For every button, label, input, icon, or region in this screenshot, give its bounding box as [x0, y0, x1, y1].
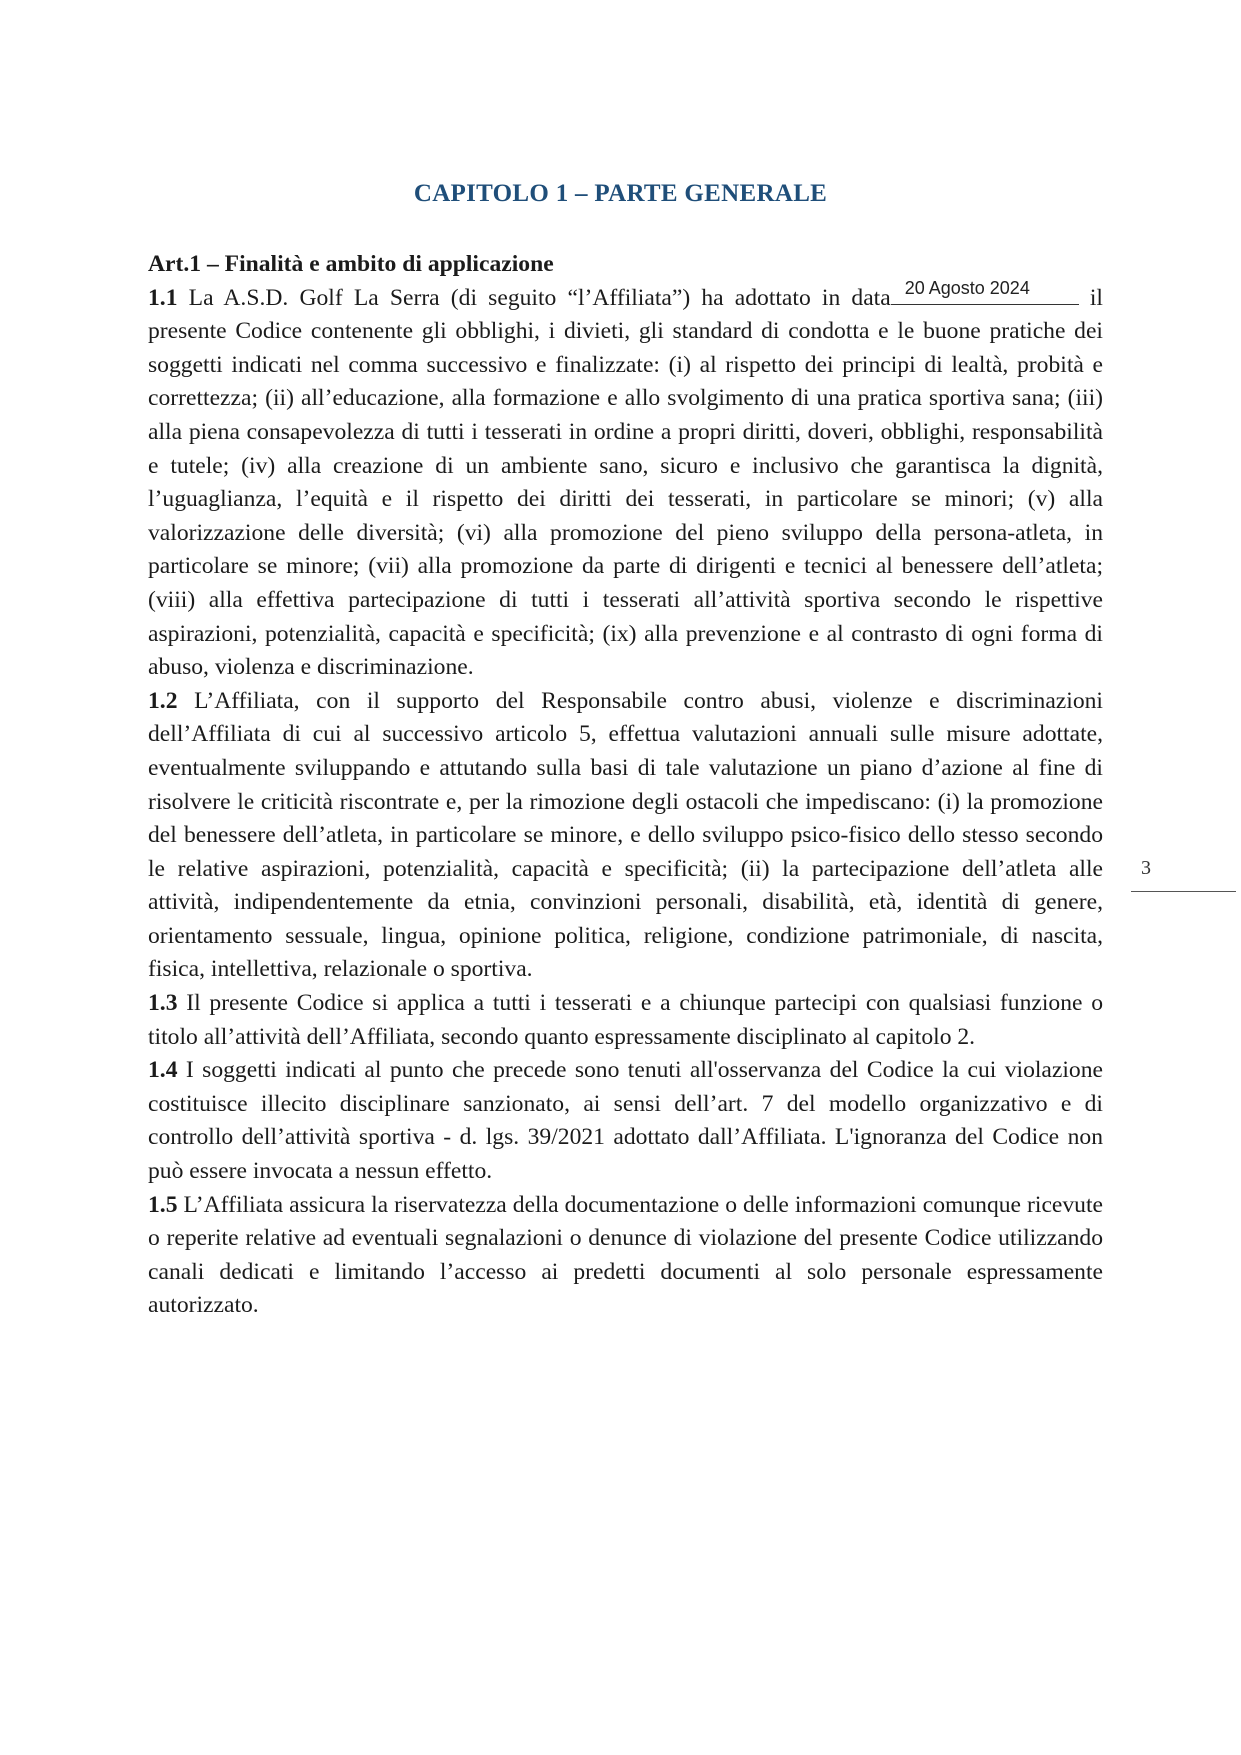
paragraph-number: 1.2: [148, 687, 178, 714]
paragraph-number: 1.3: [148, 990, 178, 1017]
paragraph-text: Il presente Codice si applica a tutti i tesserati e a chiunque partecipi con qualsiasi funzione o titolo all’attività dell’Affiliata, secondo quanto espressamente disciplinato al capitolo 2.: [148, 990, 1104, 1050]
paragraph-text: L’Affiliata, con il supporto del Responsabile contro abusi, violenze e discriminazioni dell’Affiliata di cui al successivo articolo 5, effettua valutazioni annuali sulle misure adottate, eventualmente sviluppando e attutando sulla basi di tale valutazione un piano d’azione al fine di risolvere le criticità riscontrate e, per la rimozione degli ostacoli che impediscano: (i) la promozione del benessere dell’atleta, in particolare se minore, e dello sviluppo psico-fisico dello stesso secondo le relative aspirazioni, potenzialità, capacità e specificità; (ii) la partecipazione dell’atleta alle attività, indipendentemente da etnia, convinzioni personali, disabilità, età, identità di genere, orientamento sessuale, lingua, opinione politica, religione, condizione patrimoniale, di nascita, fisica, intellettiva, relazionale o sportiva.: [148, 687, 1103, 983]
paragraph-1-2: [148, 685, 1103, 987]
paragraph-1-3: [148, 987, 1103, 1054]
date-value: 20 Agosto 2024: [904, 277, 1030, 298]
paragraph-1-1: [148, 277, 1103, 685]
paragraph-number: 1.5: [148, 1191, 178, 1218]
chapter-title: CAPITOLO 1 – PARTE GENERALE: [413, 180, 828, 207]
article-heading: Art.1 – Finalità e ambito di applicazione: [148, 251, 554, 277]
date-field[interactable]: [891, 277, 1079, 305]
paragraph-text: I soggetti indicati al punto che precede sono tenuti all'osservanza del Codice la cui violazione costituisce illecito disciplinare sanzionato, ai sensi dell’art. 7 del modello organizzativo e di controllo dell’attività sportiva - d. lgs. 39/2021 adottato dall’Affiliata. L'ignoranza del Codice non può essere invocata a nessun effetto.: [148, 1057, 1103, 1185]
paragraph-number: 1.4: [148, 1057, 178, 1084]
paragraph-number: 1.1: [148, 284, 178, 311]
page-number: 3: [1141, 857, 1151, 879]
paragraph-1-5: [148, 1189, 1103, 1323]
paragraph-1-4: [148, 1054, 1103, 1188]
page-number-rule: [1131, 891, 1236, 892]
paragraph-text: La A.S.D. Golf La Serra (di seguito “l’Affiliata”) ha adottato in data: [188, 284, 891, 311]
paragraph-text: L’Affiliata assicura la riservatezza della documentazione o delle informazioni comunque ricevute o reperite relative ad eventuali segnalazioni o denunce di violazione del presente Codice utilizzando canali dedicati e limitando l’accesso ai predetti documenti al solo personale espressamente autorizzato.: [148, 1191, 1104, 1319]
paragraph-text: il presente Codice contenente gli obblighi, i divieti, gli standard di condotta e le buone pratiche dei soggetti indicati nel comma successivo e finalizzate: (i) al rispetto dei principi di lealtà, probità e correttezza; (ii) all’educazione, alla formazione e allo svolgimento di una pratica sportiva sana; (iii) alla piena consapevolezza di tutti i tesserati in ordine a propri diritti, doveri, obblighi, responsabilità e tutele; (iv) alla creazione di un ambiente sano, sicuro e inclusivo che garantisca la dignità, l’uguaglianza, l’equità e il rispetto dei diritti dei tesserati, in particolare se minori; (v) alla valorizzazione delle diversità; (vi) alla promozione del pieno sviluppo della persona-atleta, in particolare se minore; (vii) alla promozione da parte di dirigenti e tecnici al benessere dell’atleta; (viii) alla effettiva partecipazione di tutti i tesserati all’attività sportiva secondo le rispettive aspirazioni, potenzialità, capacità e specificità; (ix) alla prevenzione e al contrasto di ogni forma di abuso, violenza e discriminazione.: [148, 284, 1103, 681]
document-body: [148, 248, 1103, 1323]
